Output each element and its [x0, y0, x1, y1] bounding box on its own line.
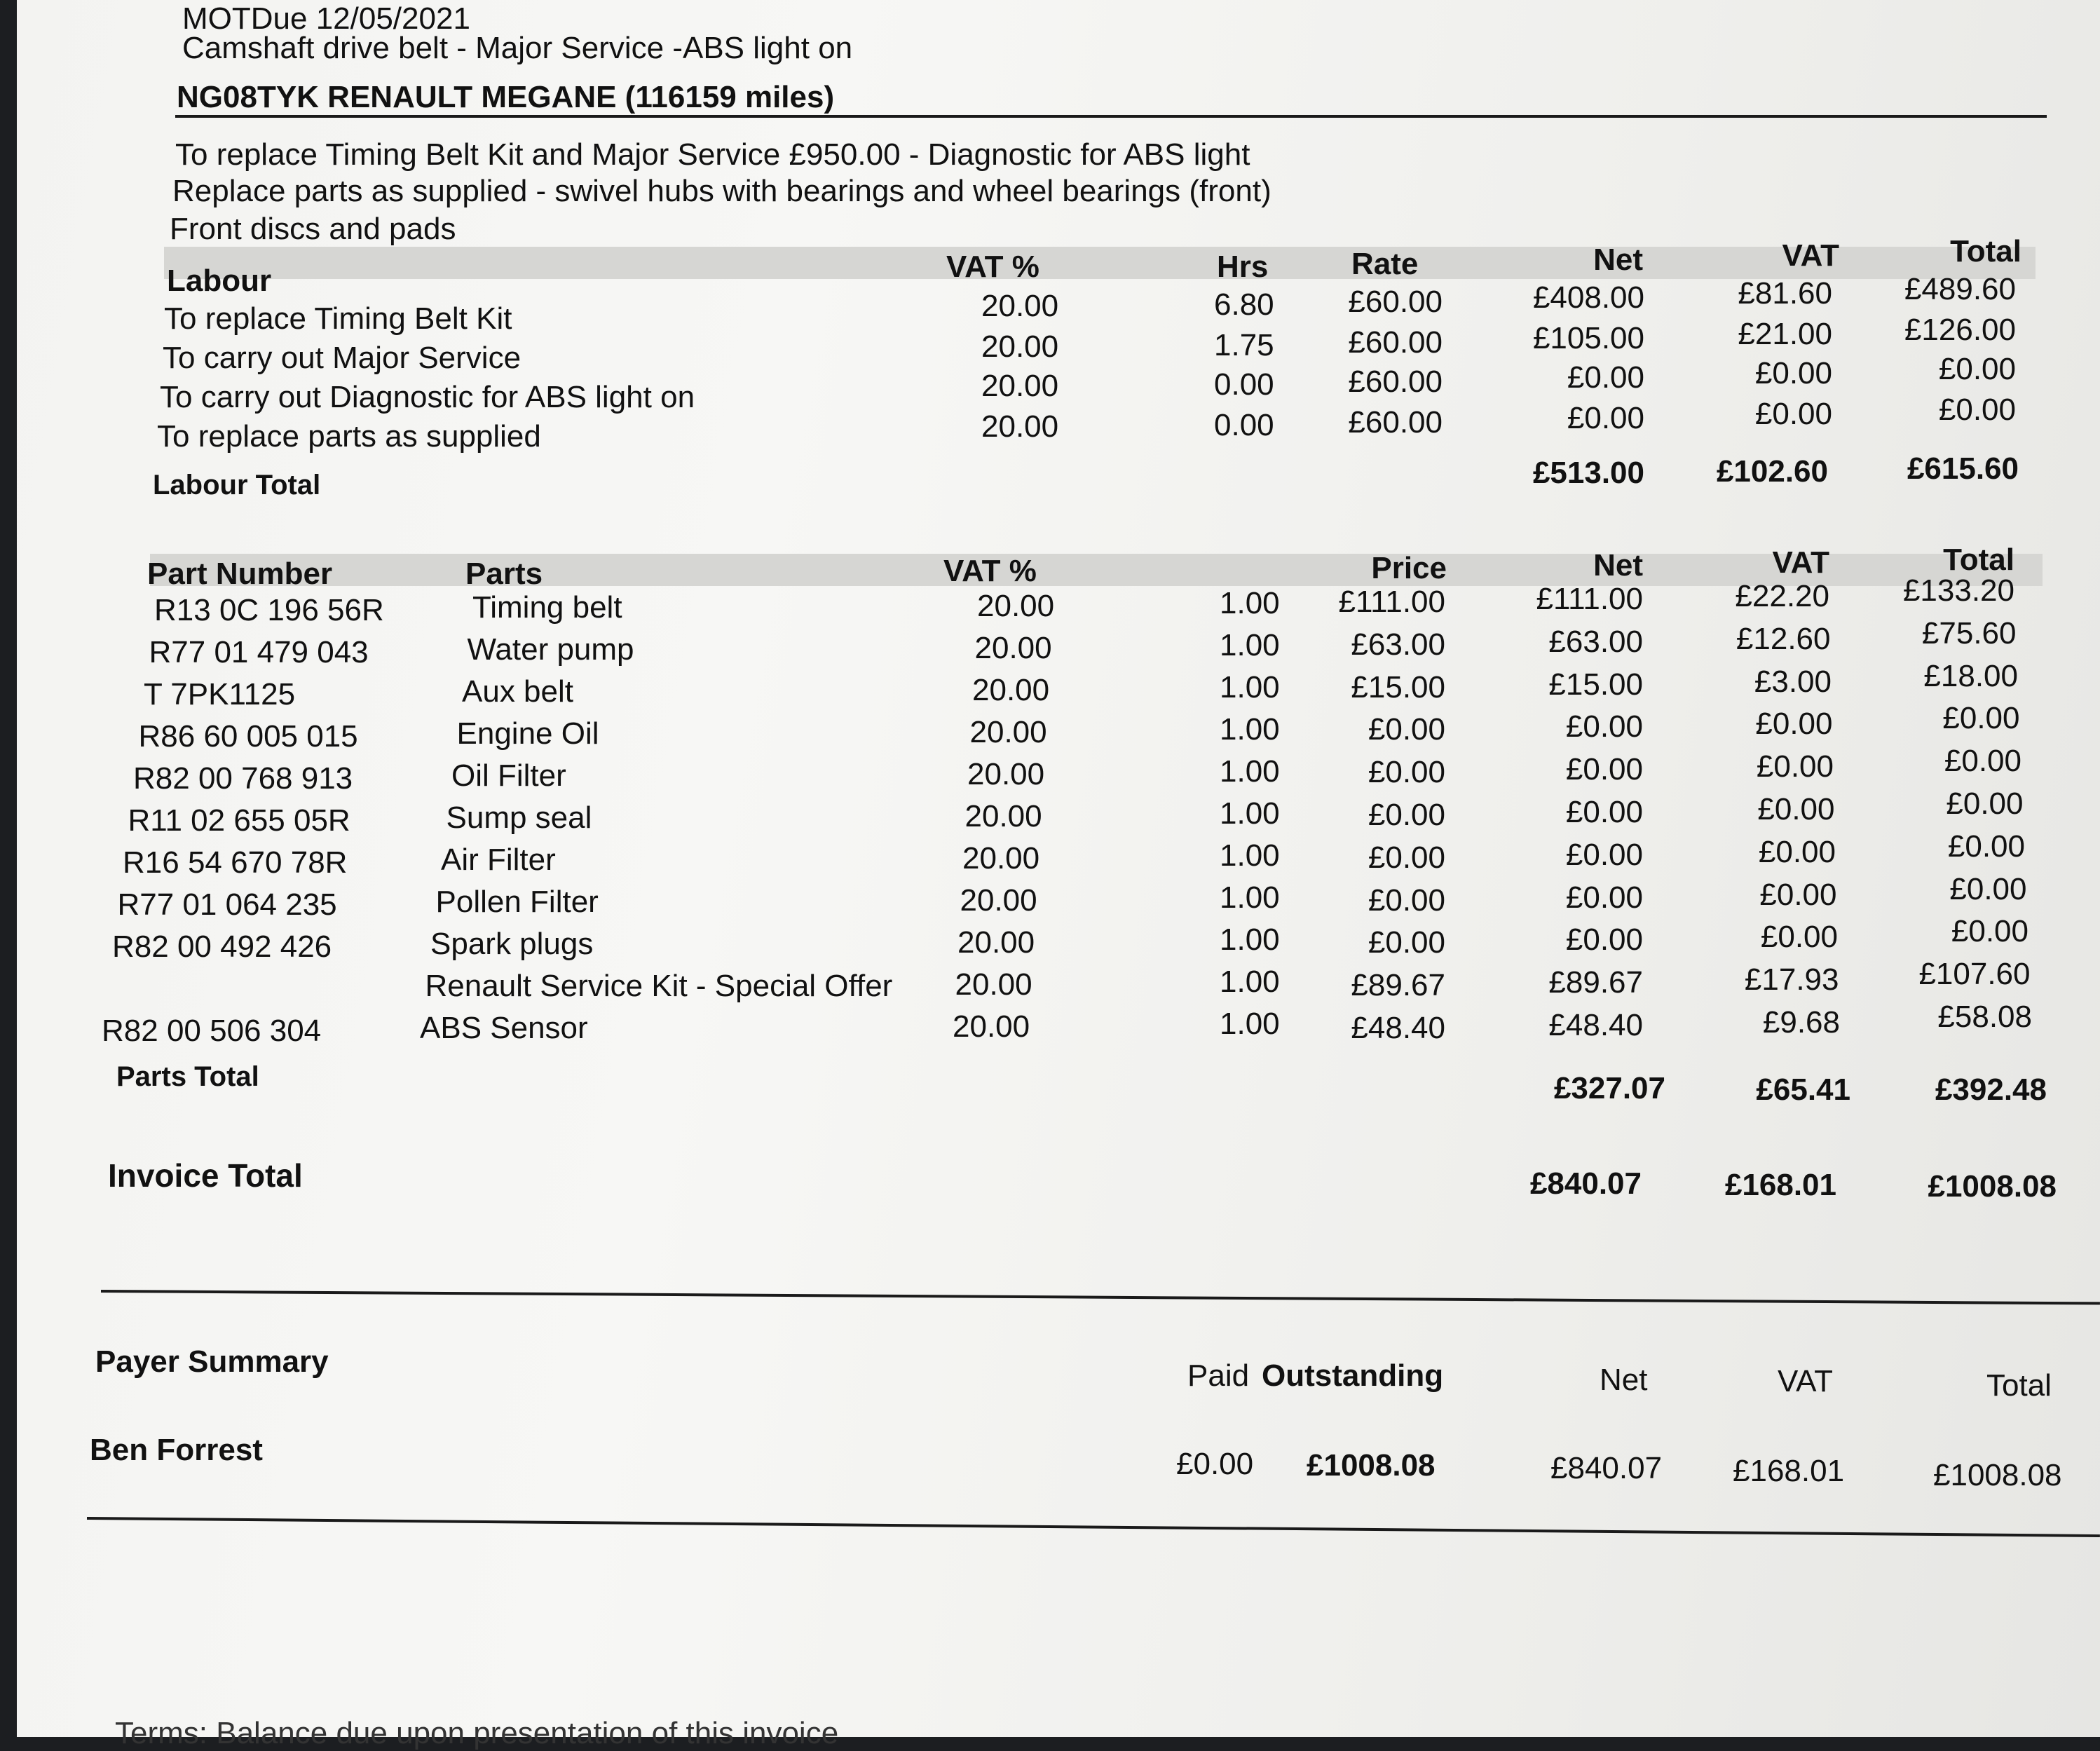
payer-header-outstanding: Outstanding: [1262, 1358, 1444, 1393]
part-qty: 1.00: [1220, 1007, 1280, 1041]
part-vat-pct: 20.00: [972, 673, 1050, 707]
part-net: £89.67: [1548, 965, 1643, 1000]
part-net: £111.00: [1536, 582, 1643, 616]
labour-total-total: £615.60: [1907, 451, 2019, 486]
part-name: Water pump: [467, 632, 634, 667]
part-price: £111.00: [1338, 585, 1445, 619]
labour-hrs: 0.00: [1214, 408, 1274, 442]
part-number: R11 02 655 05R: [128, 803, 350, 838]
labour-net: £0.00: [1567, 401, 1644, 435]
part-name: Pollen Filter: [435, 885, 599, 919]
parts-header-part-number: Part Number: [147, 557, 333, 591]
part-vat: £17.93: [1744, 962, 1839, 997]
part-vat-pct: 20.00: [955, 967, 1032, 1002]
part-number: R82 00 768 913: [133, 761, 353, 796]
labour-rate: £60.00: [1348, 364, 1443, 399]
parts-total-total: £392.48: [1935, 1072, 2047, 1107]
part-net: £0.00: [1565, 837, 1643, 872]
part-net: £0.00: [1565, 922, 1643, 958]
invoice-total-net: £840.07: [1529, 1166, 1642, 1201]
part-vat-pct: 20.00: [974, 631, 1052, 665]
labour-vat-pct: 20.00: [981, 409, 1059, 444]
payer-net: £840.07: [1550, 1451, 1663, 1485]
part-price: £48.40: [1351, 1011, 1445, 1045]
part-qty: 1.00: [1220, 754, 1280, 789]
labour-rate: £60.00: [1348, 405, 1443, 440]
labour-vat-pct: 20.00: [981, 369, 1059, 403]
labour-header-vat-pct: VAT %: [946, 250, 1039, 284]
labour-net: £0.00: [1567, 360, 1644, 395]
labour-vat: £21.00: [1738, 317, 1832, 351]
summary-rule-bottom: [87, 1517, 2100, 1537]
invoice-total-total: £1008.08: [1928, 1169, 2057, 1204]
header-rule: [175, 115, 2047, 118]
description-line-2: Replace parts as supplied - swivel hubs with bearings and wheel bearings (front): [172, 174, 1271, 208]
labour-total-vat: £102.60: [1716, 454, 1828, 489]
part-name: Spark plugs: [430, 927, 594, 961]
labour-rate: £60.00: [1348, 285, 1443, 319]
labour-vat-pct: 20.00: [981, 289, 1059, 323]
part-total: £107.60: [1918, 957, 2031, 992]
part-net: £48.40: [1548, 1008, 1643, 1042]
labour-hrs: 6.80: [1214, 287, 1274, 322]
parts-header-vat-pct: VAT %: [943, 554, 1037, 588]
parts-total-label: Parts Total: [116, 1061, 259, 1092]
mot-due: MOTDue 12/05/2021: [182, 1, 470, 36]
part-qty: 1.00: [1220, 796, 1280, 831]
part-name: Sump seal: [446, 800, 592, 835]
part-price: £15.00: [1351, 669, 1445, 704]
part-vat: £0.00: [1759, 877, 1837, 912]
labour-hrs: 1.75: [1214, 328, 1274, 362]
labour-header-total: Total: [1950, 234, 2021, 268]
part-net: £0.00: [1565, 752, 1643, 787]
part-name: Aux belt: [462, 674, 573, 709]
part-vat: £22.20: [1735, 579, 1829, 613]
part-number: R82 00 492 426: [112, 929, 332, 964]
part-vat-pct: 20.00: [964, 799, 1042, 833]
payer-header-net: Net: [1600, 1363, 1648, 1397]
labour-total: £0.00: [1938, 393, 2016, 427]
payer-name: Ben Forrest: [90, 1433, 263, 1467]
part-vat: £9.68: [1762, 1005, 1840, 1040]
part-vat: £12.60: [1736, 621, 1831, 656]
parts-header-net: Net: [1593, 548, 1643, 582]
labour-item: To carry out Major Service: [163, 341, 521, 375]
part-name: Renault Service Kit - Special Offer: [425, 969, 893, 1003]
labour-item: To carry out Diagnostic for ABS light on: [160, 380, 695, 414]
payer-outstanding: £1008.08: [1307, 1448, 1436, 1483]
part-vat: £0.00: [1757, 792, 1835, 826]
part-vat-pct: 20.00: [967, 757, 1045, 791]
parts-total-net: £327.07: [1553, 1071, 1665, 1105]
labour-item: To replace parts as supplied: [157, 419, 541, 454]
part-price: £89.67: [1351, 968, 1445, 1003]
labour-net: £408.00: [1532, 280, 1644, 315]
labour-net: £105.00: [1532, 321, 1644, 355]
part-name: Engine Oil: [456, 716, 599, 751]
labour-total-net: £513.00: [1532, 456, 1644, 490]
part-qty: 1.00: [1220, 880, 1280, 915]
part-total: £0.00: [1947, 829, 2025, 864]
part-qty: 1.00: [1220, 670, 1280, 704]
invoice-total-label: Invoice Total: [108, 1157, 303, 1194]
summary-rule-top: [101, 1290, 2100, 1304]
part-number: R82 00 506 304: [102, 1014, 322, 1048]
part-net: £0.00: [1565, 880, 1643, 915]
description-line-1: To replace Timing Belt Kit and Major Service £950.00 - Diagnostic for ABS light: [175, 137, 1250, 172]
part-vat: £0.00: [1755, 707, 1833, 742]
labour-total: £489.60: [1904, 272, 2016, 306]
payer-header-vat: VAT: [1778, 1364, 1834, 1398]
part-total: £0.00: [1942, 701, 2020, 736]
labour-total: £126.00: [1904, 313, 2016, 347]
part-net: £15.00: [1548, 667, 1643, 702]
part-name: Oil Filter: [451, 758, 566, 793]
part-net: £0.00: [1565, 795, 1643, 829]
labour-rate: £60.00: [1348, 325, 1443, 360]
part-number: R77 01 479 043: [149, 635, 369, 669]
payer-vat: £168.01: [1733, 1454, 1845, 1488]
labour-header-rate: Rate: [1351, 247, 1419, 281]
payer-paid: £0.00: [1176, 1447, 1254, 1481]
parts-header-part: Parts: [465, 557, 543, 591]
part-qty: 1.00: [1220, 965, 1280, 999]
part-name: Timing belt: [472, 590, 622, 625]
part-total: £75.60: [1921, 615, 2017, 650]
labour-header-vat: VAT: [1782, 238, 1839, 273]
part-vat-pct: 20.00: [960, 883, 1037, 918]
part-number: T 7PK1125: [144, 677, 296, 711]
parts-total-vat: £65.41: [1756, 1072, 1850, 1107]
part-vat: £3.00: [1754, 664, 1832, 699]
part-price: £0.00: [1368, 755, 1445, 790]
part-price: £0.00: [1368, 712, 1445, 747]
part-price: £63.00: [1351, 627, 1445, 662]
labour-item: To replace Timing Belt Kit: [164, 301, 512, 336]
labour-header-net: Net: [1593, 243, 1643, 277]
payer-header-paid: Paid: [1187, 1358, 1250, 1393]
part-qty: 1.00: [1220, 628, 1280, 662]
part-price: £0.00: [1368, 798, 1445, 832]
part-total: £0.00: [1951, 914, 2029, 949]
part-number: R16 54 670 78R: [123, 845, 348, 880]
parts-header-price: Price: [1371, 551, 1447, 585]
part-number: R86 60 005 015: [138, 719, 358, 754]
part-price: £0.00: [1368, 883, 1445, 918]
part-vat-pct: 20.00: [957, 925, 1035, 960]
part-total: £133.20: [1902, 573, 2014, 608]
labour-vat: £81.60: [1738, 276, 1832, 311]
description-line-3: Front discs and pads: [170, 212, 456, 246]
part-total: £58.08: [1937, 1000, 2032, 1034]
part-name: Air Filter: [441, 843, 556, 877]
payer-summary-title: Payer Summary: [95, 1344, 329, 1379]
part-vat: £0.00: [1760, 920, 1838, 955]
part-total: £0.00: [1944, 744, 2021, 779]
labour-total: £0.00: [1938, 352, 2016, 386]
invoice-page: [17, 0, 2100, 1750]
part-price: £0.00: [1368, 925, 1445, 960]
part-net: £0.00: [1565, 709, 1643, 744]
labour-header-hrs: Hrs: [1217, 250, 1269, 284]
labour-vat: £0.00: [1754, 356, 1832, 390]
part-price: £0.00: [1368, 840, 1445, 875]
part-qty: 1.00: [1220, 838, 1280, 873]
labour-vat: £0.00: [1754, 397, 1832, 431]
parts-header-total: Total: [1943, 543, 2014, 577]
part-qty: 1.00: [1220, 586, 1280, 620]
part-number: R77 01 064 235: [117, 887, 337, 922]
labour-total-label: Labour Total: [153, 470, 321, 500]
labour-vat-pct: 20.00: [981, 329, 1059, 364]
part-total: £0.00: [1949, 871, 2027, 906]
vehicle-title: NG08TYK RENAULT MEGANE (116159 miles): [177, 80, 835, 114]
labour-header-item: Labour: [167, 264, 272, 298]
part-vat-pct: 20.00: [953, 1009, 1030, 1044]
part-qty: 1.00: [1220, 712, 1280, 747]
part-qty: 1.00: [1220, 922, 1280, 957]
part-name: ABS Sensor: [420, 1011, 588, 1045]
part-vat-pct: 20.00: [969, 715, 1047, 749]
payer-header-total: Total: [1986, 1368, 2052, 1403]
part-number: R13 0C 196 56R: [154, 593, 384, 627]
terms-text: Terms: Balance due upon presentation of this invoice: [115, 1716, 839, 1750]
part-vat: £0.00: [1758, 834, 1836, 869]
labour-hrs: 0.00: [1214, 367, 1274, 402]
part-net: £63.00: [1548, 624, 1643, 659]
parts-header-vat: VAT: [1772, 545, 1829, 580]
part-vat-pct: 20.00: [962, 841, 1040, 876]
payer-total: £1008.08: [1933, 1458, 2062, 1492]
part-total: £18.00: [1923, 658, 2018, 693]
part-total: £0.00: [1946, 786, 2024, 821]
part-vat-pct: 20.00: [977, 589, 1055, 623]
job-summary: Camshaft drive belt - Major Service -ABS light on: [182, 31, 853, 65]
invoice-total-vat: £168.01: [1724, 1168, 1836, 1202]
part-vat: £0.00: [1756, 749, 1834, 784]
